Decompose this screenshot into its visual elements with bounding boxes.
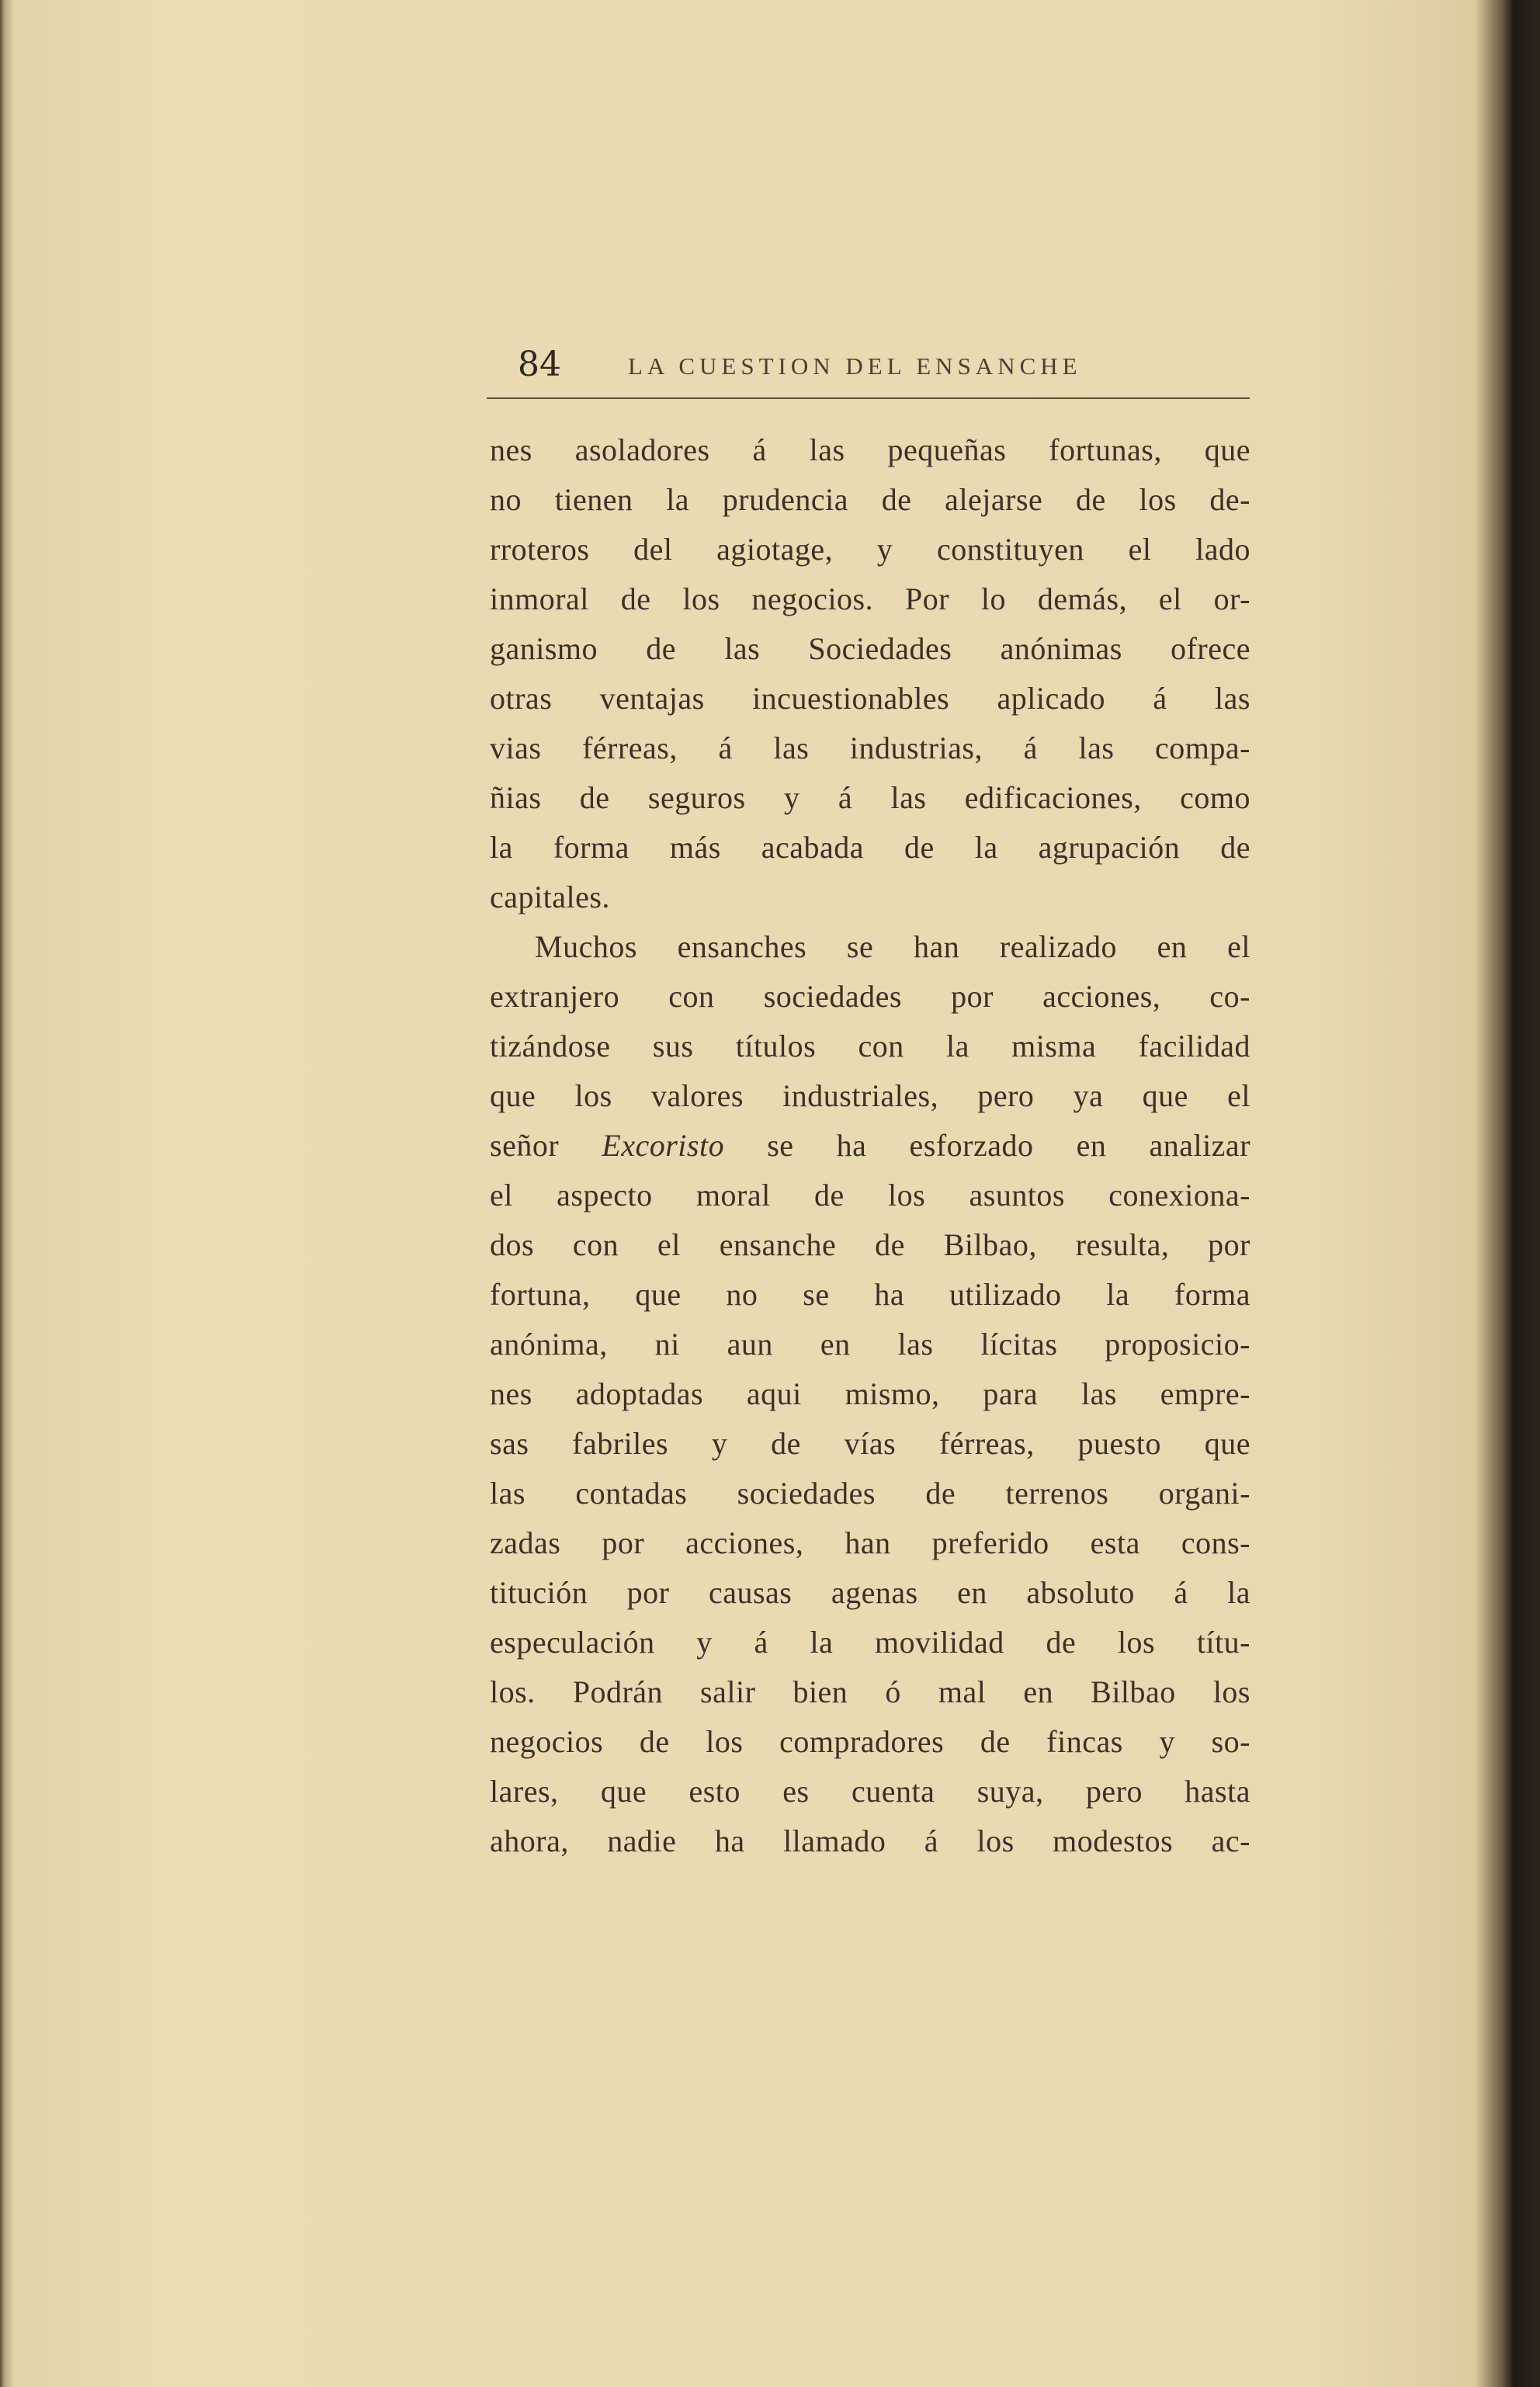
text-line: tizándose sus títulos con la misma facilidad bbox=[490, 1029, 1250, 1063]
header-rule bbox=[487, 397, 1250, 399]
text-line: vias férreas, á las industrias, á las compa- bbox=[490, 730, 1250, 765]
text-line: especulación y á la movilidad de los títu- bbox=[490, 1625, 1250, 1660]
text-segment: se ha esforzado en analizar bbox=[724, 1128, 1251, 1163]
italic-name: Excoristo bbox=[602, 1128, 725, 1163]
page-number: 84 bbox=[518, 345, 561, 384]
running-title: LA CUESTION DEL ENSANCHE bbox=[628, 352, 1082, 380]
text-line: sas fabriles y de vías férreas, puesto que bbox=[490, 1426, 1250, 1461]
text-line: las contadas sociedades de terrenos organi- bbox=[490, 1476, 1250, 1511]
text-line: extranjero con sociedades por acciones, co- bbox=[490, 979, 1250, 1014]
text-line: zadas por acciones, han preferido esta cons- bbox=[490, 1525, 1250, 1560]
text-line: negocios de los compradores de fincas y so- bbox=[490, 1724, 1250, 1759]
text-line: que los valores industriales, pero ya que el bbox=[490, 1078, 1250, 1113]
running-head bbox=[518, 342, 1251, 388]
text-line-italic bbox=[490, 1121, 1250, 1171]
text-line: titución por causas agenas en absoluto á la bbox=[490, 1575, 1250, 1610]
text-line: los. Podrán salir bien ó mal en Bilbao los bbox=[490, 1674, 1250, 1709]
text-line: ñias de seguros y á las edificaciones, como bbox=[490, 780, 1250, 815]
text-line: ganismo de las Sociedades anónimas ofrece bbox=[490, 631, 1250, 666]
text-line: inmoral de los negocios. Por lo demás, el or- bbox=[490, 581, 1250, 616]
text-line: capitales. bbox=[490, 880, 610, 914]
text-line: el aspecto moral de los asuntos conexiona- bbox=[490, 1178, 1250, 1213]
text-line: dos con el ensanche de Bilbao, resulta, por bbox=[490, 1227, 1250, 1262]
text-line: fortuna, que no se ha utilizado la forma bbox=[490, 1277, 1250, 1312]
text-segment: señor bbox=[490, 1128, 602, 1163]
text-line: otras ventajas incuestionables aplicado á las bbox=[490, 681, 1250, 716]
text-line: lares, que esto es cuenta suya, pero hasta bbox=[490, 1774, 1250, 1809]
text-line: rroteros del agiotage, y constituyen el lado bbox=[490, 532, 1250, 567]
text-line: anónima, ni aun en las lícitas proposicio- bbox=[490, 1327, 1250, 1362]
text-line: nes adoptadas aqui mismo, para las empre- bbox=[490, 1376, 1250, 1411]
body-text bbox=[490, 425, 1250, 1866]
text-line: la forma más acabada de la agrupación de bbox=[490, 830, 1250, 865]
text-line: no tienen la prudencia de alejarse de los de- bbox=[490, 482, 1250, 517]
text-line: nes asoladores á las pequeñas fortunas, que bbox=[490, 432, 1250, 467]
text-line: ahora, nadie ha llamado á los modestos ac- bbox=[490, 1823, 1250, 1858]
text-line: Muchos ensanches se han realizado en el bbox=[535, 929, 1250, 964]
